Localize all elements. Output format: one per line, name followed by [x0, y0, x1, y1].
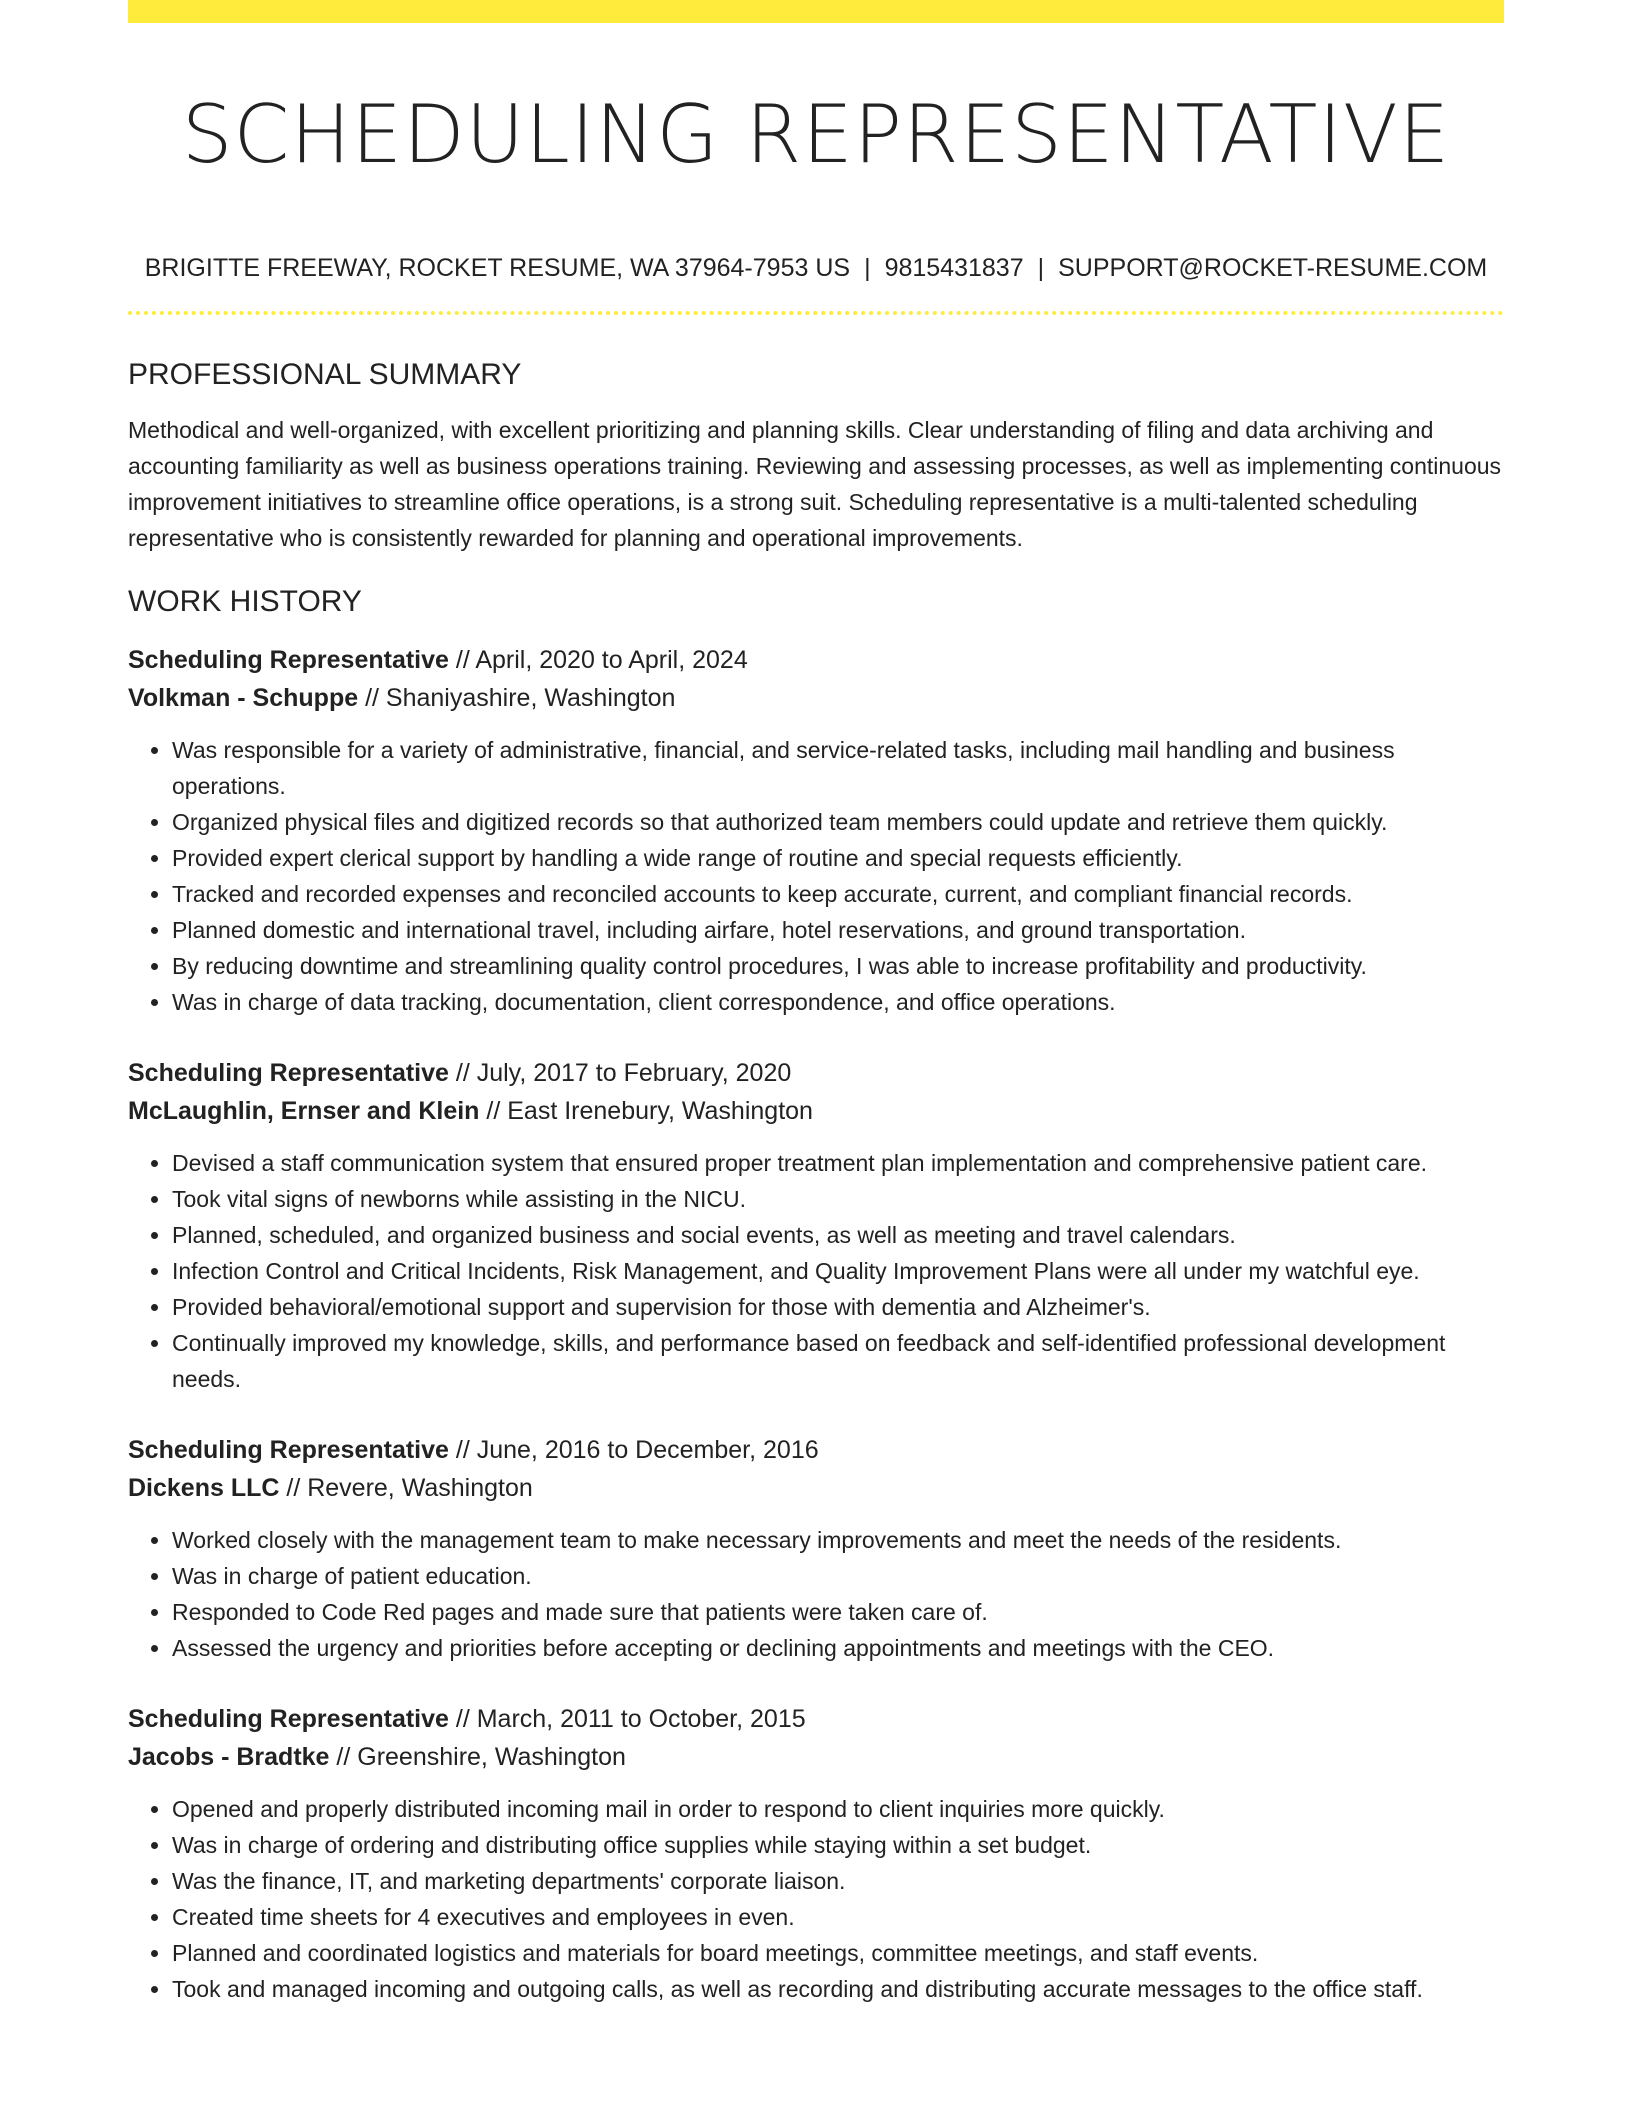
list-item: • By reducing downtime and streamlining quality control procedures, I was able to increase profitability and productivity. [172, 948, 1504, 984]
list-item: • Was the finance, IT, and marketing departments' corporate liaison. [172, 1863, 1504, 1899]
list-item: • Was in charge of data tracking, documentation, client correspondence, and office operations. [172, 984, 1504, 1020]
job-title: Scheduling Representative [128, 1436, 449, 1464]
list-item: • Was in charge of patient education. [172, 1558, 1504, 1594]
summary-text: Methodical and well-organized, with excellent prioritizing and planning skills. Clear understanding of filing and data archiving and accounting familiarity as well as business operations training. Reviewing and assessing processes, as well as implementing continuous improvement initiatives to streamline office operations, is a strong suit. Scheduling representative is a multi-talented scheduling representative who is consistently rewarded for planning and operational improvements. [128, 417, 1502, 551]
list-item: • Assessed the urgency and priorities before accepting or declining appointments and meetings with the CEO. [172, 1630, 1504, 1666]
summary-heading: PROFESSIONAL SUMMARY [128, 358, 522, 391]
work-history-heading: WORK HISTORY [128, 585, 362, 618]
job-entry-1 [128, 641, 1504, 1020]
list-item: • Organized physical files and digitized records so that authorized team members could update and retrieve them quickly. [172, 804, 1504, 840]
contact-separator: | [1037, 254, 1045, 282]
job-company: Dickens LLC [128, 1474, 280, 1502]
contact-address: BRIGITTE FREEWAY, ROCKET RESUME, WA 37964-7953 US [144, 254, 851, 282]
contact-line [128, 251, 1504, 285]
job-company: Volkman - Schuppe [128, 684, 359, 712]
work-history-list [128, 641, 1504, 2007]
list-item: • Took and managed incoming and outgoing calls, as well as recording and distributing accurate messages to the office staff. [172, 1971, 1504, 2007]
job-location: // Shaniyashire, Washington [358, 684, 676, 712]
job-dates: // June, 2016 to December, 2016 [448, 1436, 819, 1464]
job-title: Scheduling Representative [128, 1705, 449, 1733]
list-item: • Planned, scheduled, and organized business and social events, as well as meeting and travel calendars. [172, 1217, 1504, 1253]
resume-title: SCHEDULING REPRESENTATIVE [181, 88, 1451, 181]
job-dates: // March, 2011 to October, 2015 [448, 1705, 806, 1733]
job-company-line [128, 1469, 1504, 1507]
list-item: • Provided behavioral/emotional support and supervision for those with dementia and Alzheimer's. [172, 1289, 1504, 1325]
job-company-line [128, 1738, 1504, 1776]
list-item: • Planned and coordinated logistics and materials for board meetings, committee meetings, and staff events. [172, 1935, 1504, 1971]
list-item: • Tracked and recorded expenses and reconciled accounts to keep accurate, current, and compliant financial records. [172, 876, 1504, 912]
job-company-line [128, 679, 1504, 717]
resume-page [128, 0, 1504, 2007]
contact-separator: | [864, 254, 871, 282]
job-company: Jacobs - Bradtke [128, 1743, 330, 1771]
job-entry-4 [128, 1700, 1504, 2007]
job-location: // Greenshire, Washington [329, 1743, 626, 1771]
job-dates: // April, 2020 to April, 2024 [448, 646, 748, 674]
job-entry-3 [128, 1431, 1504, 1666]
list-item: • Responded to Code Red pages and made sure that patients were taken care of. [172, 1594, 1504, 1630]
job-entry-2 [128, 1054, 1504, 1397]
top-accent-bar [128, 0, 1504, 23]
list-item: • Provided expert clerical support by handling a wide range of routine and special requests efficiently. [172, 840, 1504, 876]
job-title-line [128, 1700, 1504, 1738]
list-item: • Opened and properly distributed incoming mail in order to respond to client inquiries more quickly. [172, 1791, 1504, 1827]
job-title: Scheduling Representative [128, 646, 449, 674]
list-item: • Planned domestic and international travel, including airfare, hotel reservations, and ground transportation. [172, 912, 1504, 948]
job-bullets [128, 1145, 1504, 1397]
list-item: • Infection Control and Critical Incidents, Risk Management, and Quality Improvement Plans were all under my watchful eye. [172, 1253, 1504, 1289]
job-location: // East Irenebury, Washington [479, 1097, 813, 1125]
list-item: • Devised a staff communication system that ensured proper treatment plan implementation and comprehensive patient care. [172, 1145, 1504, 1181]
job-title-line [128, 1431, 1504, 1469]
list-item: • Worked closely with the management team to make necessary improvements and meet the needs of the residents. [172, 1522, 1504, 1558]
contact-phone: 9815431837 [884, 254, 1024, 282]
job-bullets [128, 1791, 1504, 2007]
job-bullets [128, 732, 1504, 1020]
dotted-divider [128, 311, 1504, 315]
job-title: Scheduling Representative [128, 1059, 449, 1087]
job-title-line [128, 1054, 1504, 1092]
job-title-line [128, 641, 1504, 679]
job-location: // Revere, Washington [279, 1474, 533, 1502]
job-company: McLaughlin, Ernser and Klein [128, 1097, 480, 1125]
list-item: • Took vital signs of newborns while assisting in the NICU. [172, 1181, 1504, 1217]
job-bullets [128, 1522, 1504, 1666]
list-item: • Continually improved my knowledge, skills, and performance based on feedback and self-identified professional development needs. [172, 1325, 1504, 1397]
list-item: • Was responsible for a variety of administrative, financial, and service-related tasks, including mail handling and business operations. [172, 732, 1504, 804]
contact-email[interactable]: SUPPORT@ROCKET-RESUME.COM [1058, 254, 1488, 282]
list-item: • Was in charge of ordering and distributing office supplies while staying within a set budget. [172, 1827, 1504, 1863]
list-item: • Created time sheets for 4 executives and employees in even. [172, 1899, 1504, 1935]
job-dates: // July, 2017 to February, 2020 [448, 1059, 792, 1087]
job-company-line [128, 1092, 1504, 1130]
